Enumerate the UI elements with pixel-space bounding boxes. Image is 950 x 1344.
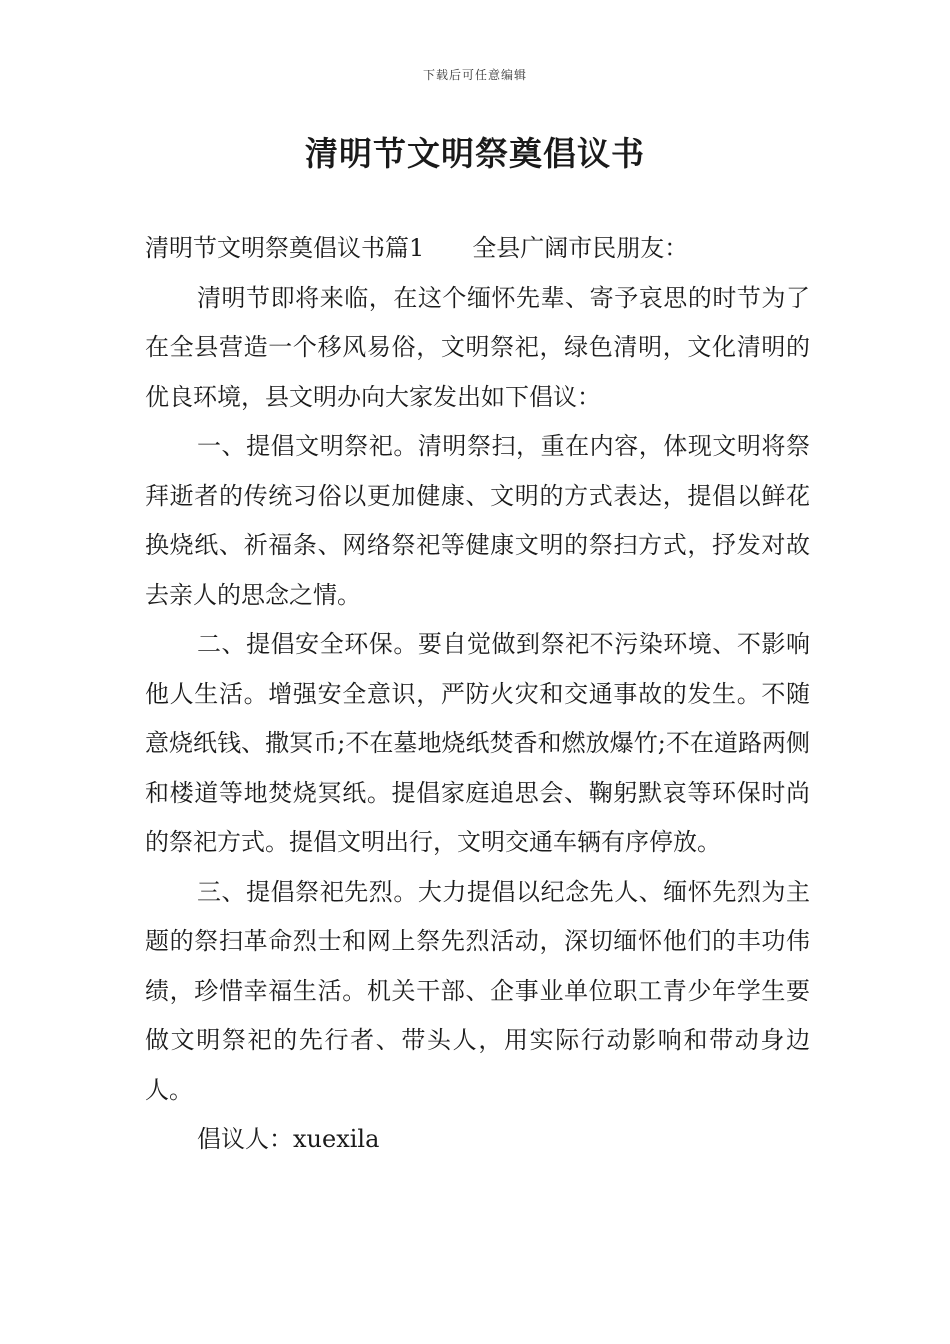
- paragraph-item-1: 一、提倡文明祭祀。清明祭扫，重在内容，体现文明将祭拜逝者的传统习俗以更加健康、文明的方式表达，提倡以鲜花换烧纸、祈福条、网络祭祀等健康文明的祭扫方式，抒发对故去亲人的思念之情。: [145, 432, 810, 609]
- document-title: 清明节文明祭奠倡议书: [305, 134, 645, 173]
- document-body: [145, 224, 810, 1165]
- signature: 倡议人：xuexila: [197, 1125, 380, 1153]
- paragraph-item-2: 二、提倡安全环保。要自觉做到祭祀不污染环境、不影响他人生活。增强安全意识，严防火灾和交通事故的发生。不随意烧纸钱、撒冥币;不在墓地烧纸焚香和燃放爆竹;不在道路两侧和楼道等地焚烧冥纸。提倡家庭追思会、鞠躬默哀等环保时尚的祭祀方式。提倡文明出行，文明交通车辆有序停放。: [145, 630, 810, 856]
- paragraph-item-3: 三、提倡祭祀先烈。大力提倡以纪念先人、缅怀先烈为主题的祭扫革命烈士和网上祭先烈活动，深切缅怀他们的丰功伟绩，珍惜幸福生活。机关干部、企事业单位职工青少年学生要做文明祭祀的先行者、带头人，用实际行动影响和带动身边人。: [145, 877, 810, 1104]
- document-subtitle: 清明节文明祭奠倡议书篇1: [145, 234, 425, 262]
- opening-line: [145, 224, 810, 274]
- paragraph-intro: 清明节即将来临，在这个缅怀先辈、寄予哀思的时节为了在全县营造一个移风易俗，文明祭祀，绿色清明，文化清明的优良环境，县文明办向大家发出如下倡议：: [145, 283, 810, 411]
- salutation: 全县广阔市民朋友：: [472, 234, 689, 262]
- header-note: 下载后可任意编辑: [422, 68, 527, 82]
